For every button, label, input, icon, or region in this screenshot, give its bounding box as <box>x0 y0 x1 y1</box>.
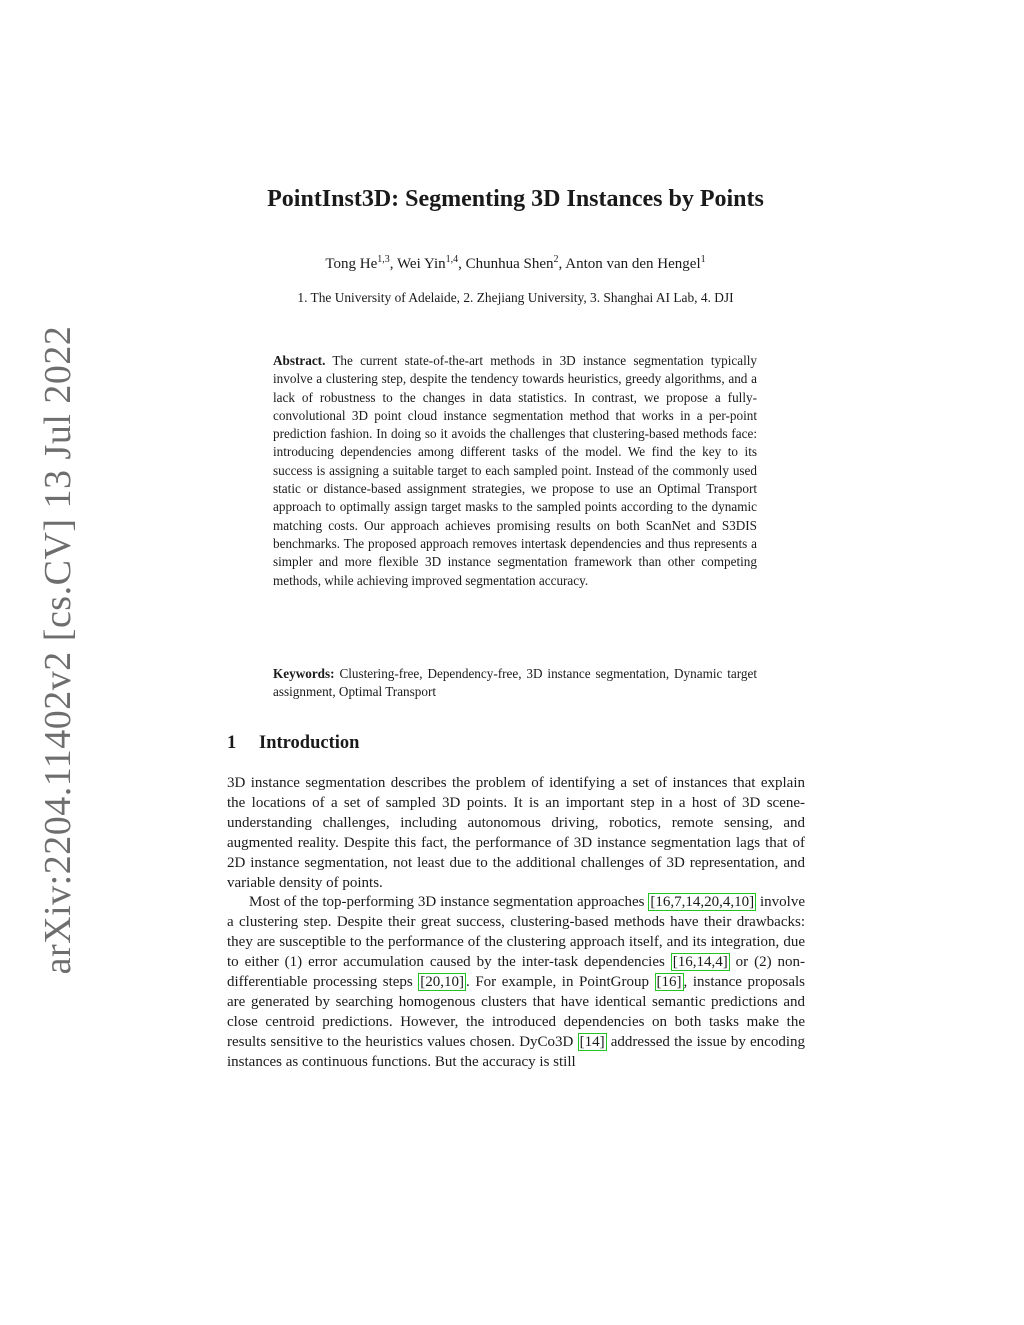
paragraph: Most of the top-performing 3D instance segmentation approaches [16,7,14,20,4,10] involve a clustering step. Despite their great success, clustering-based methods have their drawbacks: they are susceptible to the performance of the clustering approach itself, and its integration, due to either (1) error accumulation caused by the inter-task dependencies [16,14,4] or (2) non-differentiable processing steps [20,10] . For example, in PointGroup [16] , instance proposals are generated by searching homogenous clusters that have identical semantic predictions and close centroid predictions. However, the introduced dependencies on both tasks make the results sensitive to the heuristics values chosen. DyCo3D [14] addressed the issue by encoding instances as continuous functions. But the accuracy is still <box>227 894 805 1070</box>
arxiv-identifier: arXiv:2204.11402v2 [cs.CV] 13 Jul 2022 <box>37 325 79 975</box>
author: Anton van den Hengel$^1$ <box>565 254 706 272</box>
citation-link[interactable]: [16] <box>656 974 682 991</box>
citation-link[interactable]: [16,7,14,20,4,10] <box>650 894 755 911</box>
abstract <box>273 352 757 590</box>
citation-link[interactable]: [14] <box>579 1033 605 1050</box>
citation-link[interactable]: [16,14,4] <box>672 954 728 971</box>
paragraph: 3D instance segmentation describes the problem of identifying a set of instances that explain the locations of a set of sampled 3D points. It is an important step in a host of 3D scene-understanding challenges, including autonomous driving, robotics, remote sensing, and augmented reality. Despite this fact, the performance of 3D instance segmentation lags that of 2D instance segmentation, not least due to the additional challenges of 3D representation, and variable density of points. <box>227 775 805 891</box>
section-title: Introduction <box>259 733 360 753</box>
abstract-text: The current state-of-the-art methods in 3D instance segmentation typically involve a clustering step, despite the tendency towards heuristics, greedy algorithms, and a lack of robustness to the changes in data statistics. In contrast, we propose a fully-convolutional 3D point cloud instance segmentation method that works in a per-point prediction fashion. In doing so it avoids the challenges that clustering-based methods face: introducing dependencies among different tasks of the model. We find the key to its success is assigning a suitable target to each sampled point. Instead of the commonly used static or distance-based assignment strategies, we propose to use an Optimal Transport approach to optimally assign target masks to the sampled points according to the dynamic matching costs. Our approach achieves promising results on both ScanNet and S3DIS benchmarks. The proposed approach removes intertask dependencies and thus represents a simpler and more flexible 3D instance segmentation framework than other competing methods, while achieving improved segmentation accuracy. <box>273 353 758 588</box>
section-number: 1 <box>227 733 237 753</box>
author: Tong He$^{1,3}$, <box>325 254 397 272</box>
section-heading <box>227 733 359 754</box>
paper-title: PointInst3D: Segmenting 3D Instances by Points <box>267 186 764 212</box>
abstract-label: Abstract. <box>273 353 326 368</box>
keywords-label: Keywords: <box>273 666 335 681</box>
affiliations: 1. The University of Adelaide, 2. Zhejiang University, 3. Shanghai AI Lab, 4. DJI <box>297 290 734 305</box>
author: Wei Yin$^{1,4}$, <box>396 254 466 272</box>
intro-body <box>227 774 805 1073</box>
keywords <box>273 665 757 702</box>
keywords-text: Clustering-free, Dependency-free, 3D instance segmentation, Dynamic target assignment, Optimal Transport <box>273 666 758 700</box>
author: Chunhua Shen$^2$, <box>465 254 566 272</box>
author-list <box>0 254 1024 273</box>
citation-link[interactable]: [20,10] <box>420 974 465 991</box>
